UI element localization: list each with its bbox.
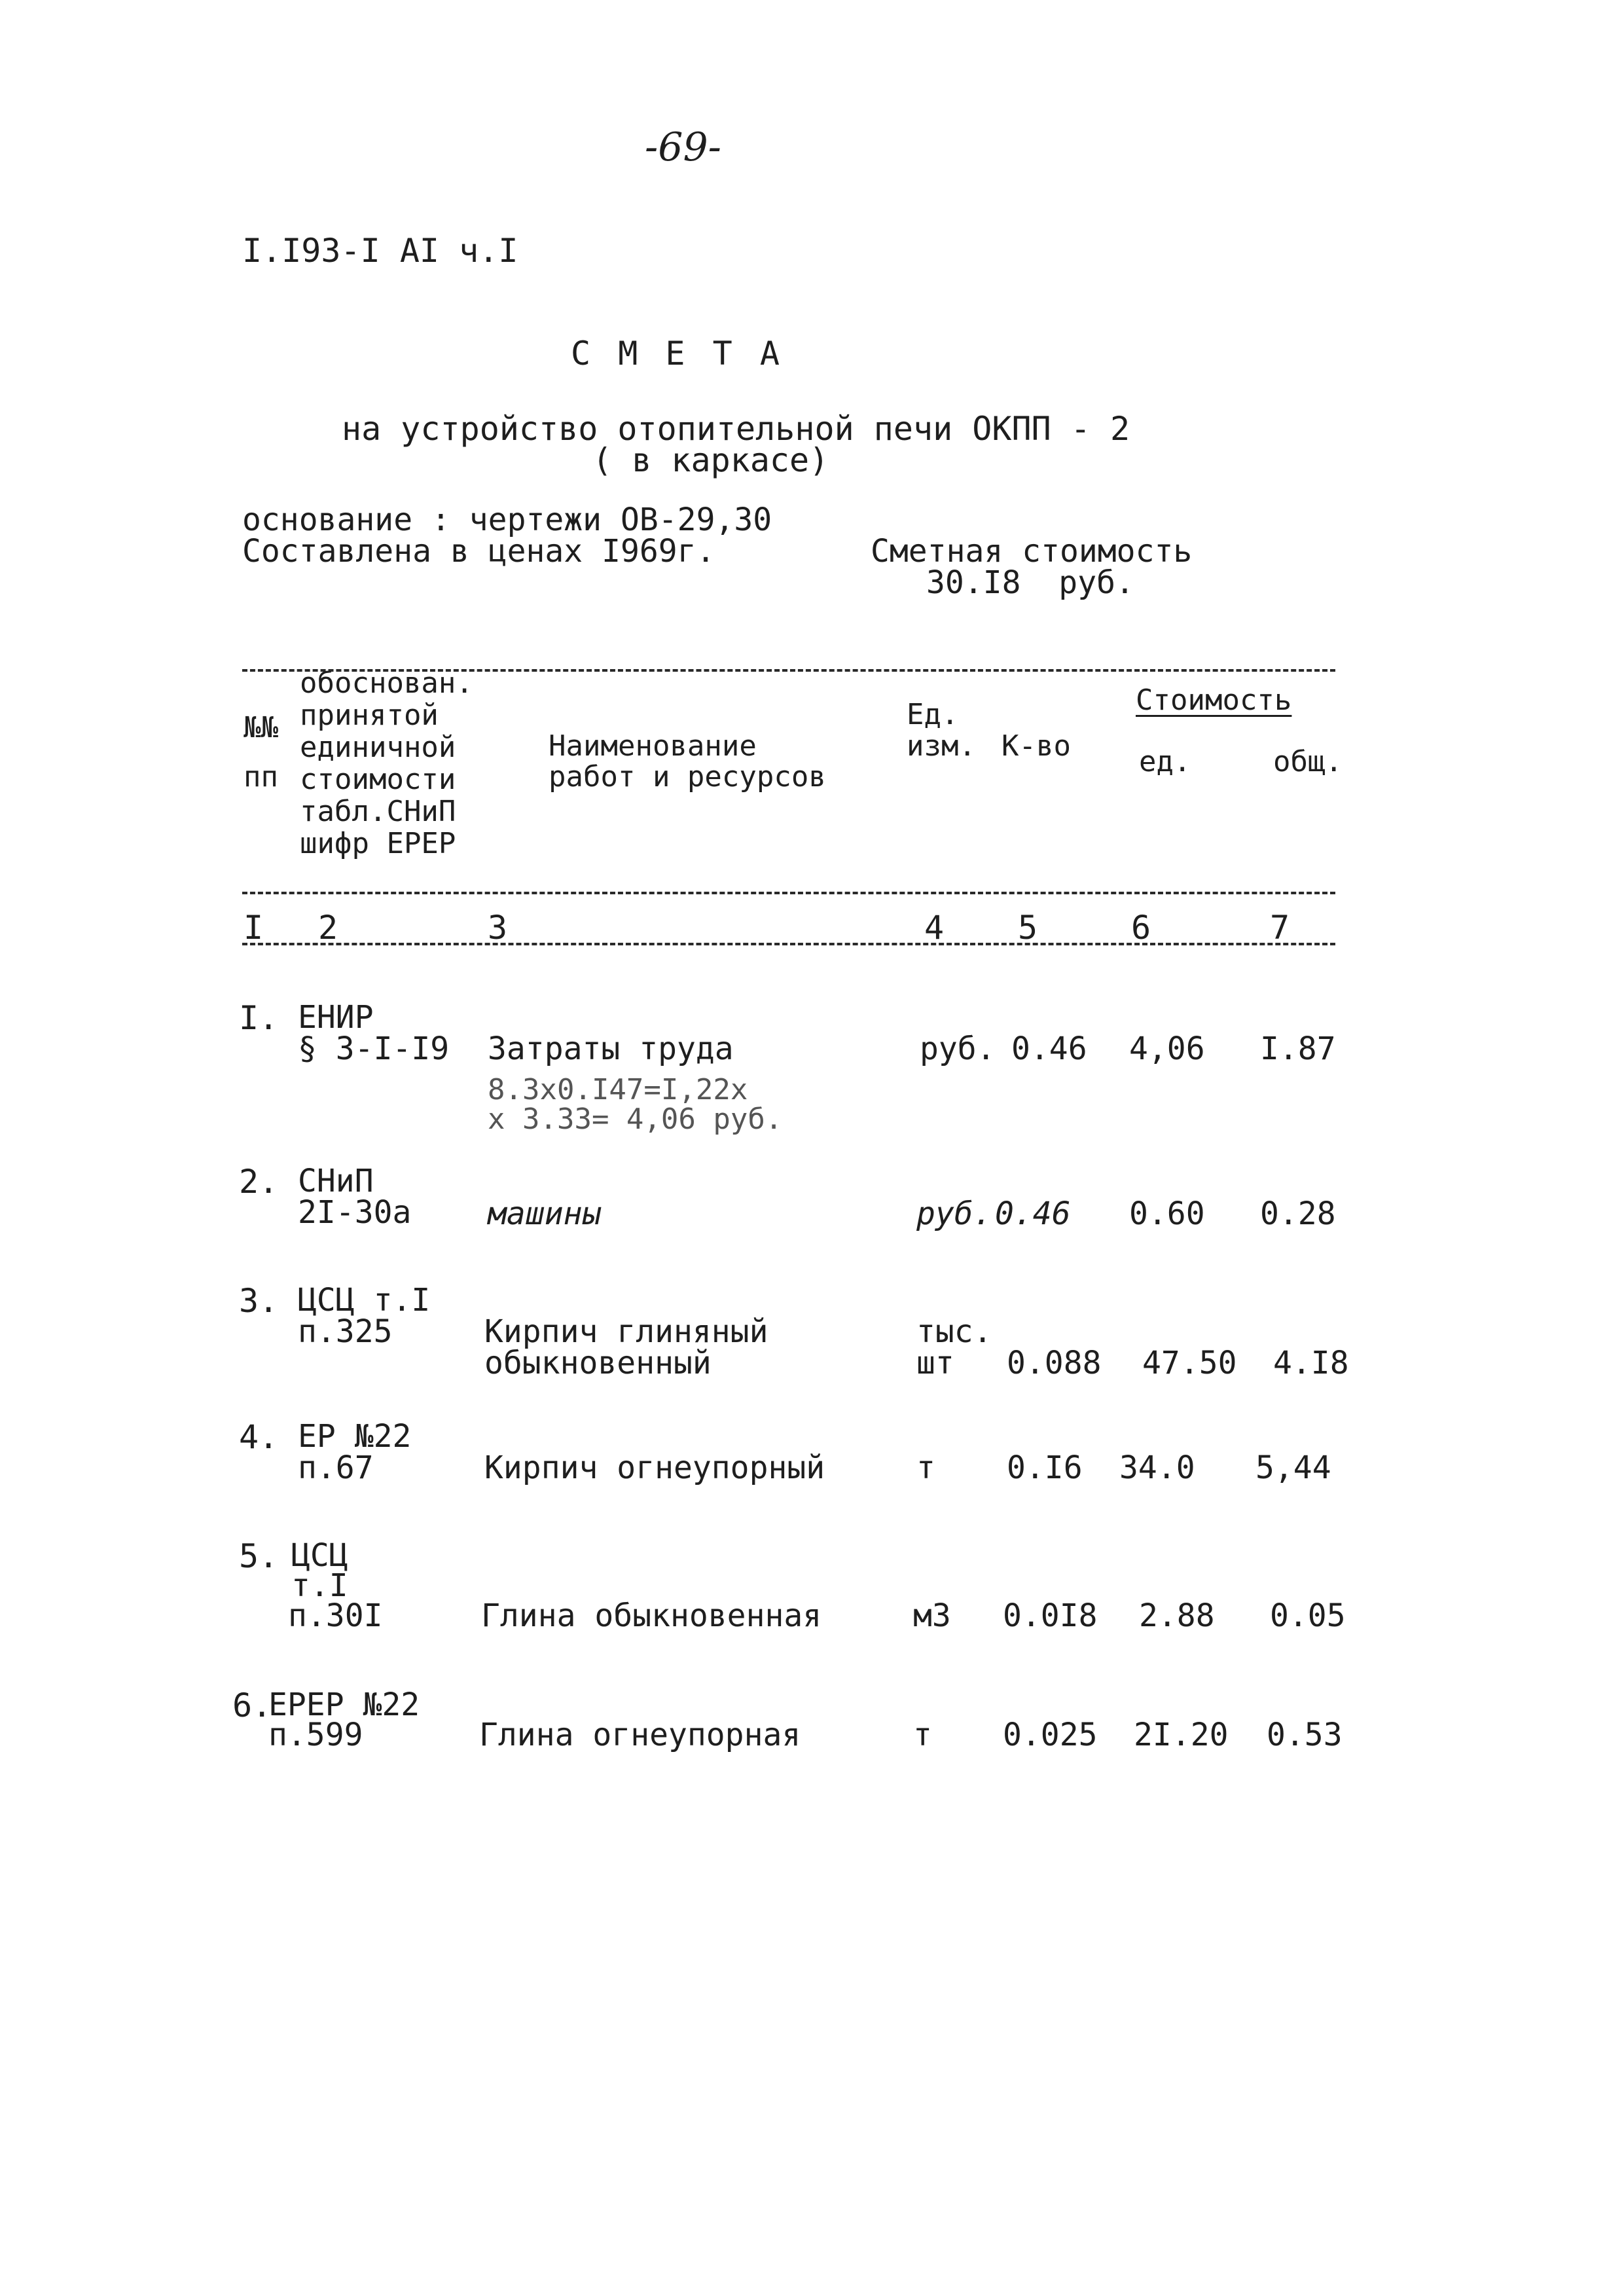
header-col3-line2: работ и ресурсов	[549, 760, 826, 793]
col-number: 4	[924, 909, 945, 947]
row-number: 3.	[239, 1282, 279, 1320]
row-quantity: 0.025	[1003, 1717, 1098, 1753]
row-quantity: 0.0I8	[1003, 1597, 1098, 1634]
header-bottom-rule	[242, 892, 1335, 894]
row-basis-line2: § 3-I-I9	[298, 1030, 450, 1067]
row-total: 0.53	[1267, 1717, 1343, 1753]
col-number: 6	[1131, 909, 1151, 947]
row-basis-line1: ЕР №22	[298, 1418, 412, 1455]
header-col1-line1: №№	[244, 711, 278, 744]
header-col2-line: принятой	[300, 699, 439, 732]
row-name: Кирпич огнеупорный	[484, 1449, 825, 1486]
subtitle-line-2: ( в каркасе)	[592, 441, 829, 479]
row-quantity: 0.088	[1007, 1345, 1102, 1381]
row-unit-line1: тыс.	[916, 1313, 992, 1350]
header-col2-line: шифр ЕРЕР	[300, 827, 456, 860]
row-name: Затраты труда	[488, 1030, 734, 1067]
row-unit-cost: 47.50	[1142, 1345, 1237, 1381]
header-col1-line2: пп	[244, 760, 278, 793]
header-cost-group: Стоимость	[1136, 683, 1292, 717]
row-unit-cost: 34.0	[1119, 1449, 1195, 1486]
header-col2-line: стоимости	[300, 763, 456, 796]
estimated-cost-value: 30.I8 руб.	[926, 564, 1134, 601]
subtitle-line-1: на устройство отопительной печи ОКПП - 2	[342, 410, 1130, 448]
header-col2-line: табл.СНиП	[300, 795, 456, 828]
row-total: 4.I8	[1273, 1345, 1349, 1381]
row-note-line1: 8.3х0.I47=I,22х	[488, 1073, 748, 1106]
row-basis-line1: ЕРЕР №22	[268, 1686, 420, 1723]
row-number: 5.	[239, 1537, 279, 1575]
row-unit: т	[913, 1717, 932, 1753]
basis-line: основание : чертежи ОВ-29,30	[242, 501, 772, 538]
row-basis-line2: п.599	[268, 1717, 363, 1753]
row-total: I.87	[1260, 1030, 1336, 1067]
row-total: 5,44	[1255, 1449, 1331, 1486]
header-col4-line2: изм.	[907, 729, 976, 763]
row-number: 2.	[239, 1163, 279, 1201]
row-number: I.	[239, 999, 279, 1037]
col-number: I	[244, 909, 264, 947]
col-number: 5	[1018, 909, 1038, 947]
row-number: 4.	[239, 1418, 279, 1456]
col-numbers-rule	[242, 943, 1335, 945]
row-unit: м3	[913, 1597, 951, 1634]
row-basis-line1: ЦСЦ	[291, 1537, 348, 1574]
header-col7: общ.	[1273, 745, 1343, 778]
row-name: Глина обыкновенная	[481, 1597, 822, 1634]
header-col2-line: обоснован.	[300, 666, 473, 700]
row-quantity: 0.46	[1011, 1030, 1087, 1067]
row-basis-line2: 2I-30а	[298, 1194, 412, 1231]
row-unit-cost: 0.60	[1129, 1195, 1205, 1232]
row-unit-cost: 4,06	[1129, 1030, 1205, 1067]
row-unit-cost: 2I.20	[1134, 1717, 1229, 1753]
row-basis-line2: п.325	[298, 1313, 393, 1350]
row-basis-line3: п.30I	[288, 1597, 383, 1634]
row-name-line2: обыкновенный	[484, 1345, 712, 1381]
header-col3-line1: Наименование	[549, 729, 757, 763]
row-total: 0.05	[1270, 1597, 1346, 1634]
row-total: 0.28	[1260, 1195, 1336, 1232]
row-name: машины	[488, 1195, 602, 1232]
header-col2-line: единичной	[300, 731, 456, 764]
row-name-line1: Кирпич глиняный	[484, 1313, 768, 1350]
row-basis-line1: ЕНИР	[298, 999, 374, 1036]
header-col5: К-во	[1001, 729, 1071, 763]
header-col4-line1: Ед.	[907, 698, 959, 731]
compiled-line: Составлена в ценах I969г.	[242, 533, 715, 570]
document-title: С М Е Т А	[571, 335, 784, 373]
page-number: -69-	[645, 124, 721, 170]
row-unit-cost: 2.88	[1139, 1597, 1215, 1634]
row-unit: т	[916, 1449, 935, 1486]
estimated-cost-label: Сметная стоимость	[871, 533, 1193, 570]
row-quantity: 0.I6	[1007, 1449, 1083, 1486]
row-unit: руб.	[916, 1195, 992, 1232]
row-number: 6.	[232, 1686, 272, 1724]
row-note-line2: х 3.33= 4,06 руб.	[488, 1102, 783, 1136]
header-col6: ед.	[1139, 745, 1191, 778]
row-basis-line2: п.67	[298, 1449, 374, 1486]
document-code: I.I93-I AI ч.I	[242, 232, 518, 270]
row-unit: руб.	[920, 1030, 996, 1067]
row-basis-line1: ЦСЦ т.I	[298, 1282, 431, 1319]
row-quantity: 0.46	[995, 1195, 1071, 1232]
row-unit-line2: шт	[916, 1345, 954, 1381]
row-basis-line2: т.I	[291, 1567, 348, 1604]
col-number: 2	[318, 909, 338, 947]
col-number: 3	[488, 909, 508, 947]
row-basis-line1: СНиП	[298, 1163, 374, 1199]
col-number: 7	[1270, 909, 1290, 947]
row-name: Глина огнеупорная	[479, 1717, 801, 1753]
